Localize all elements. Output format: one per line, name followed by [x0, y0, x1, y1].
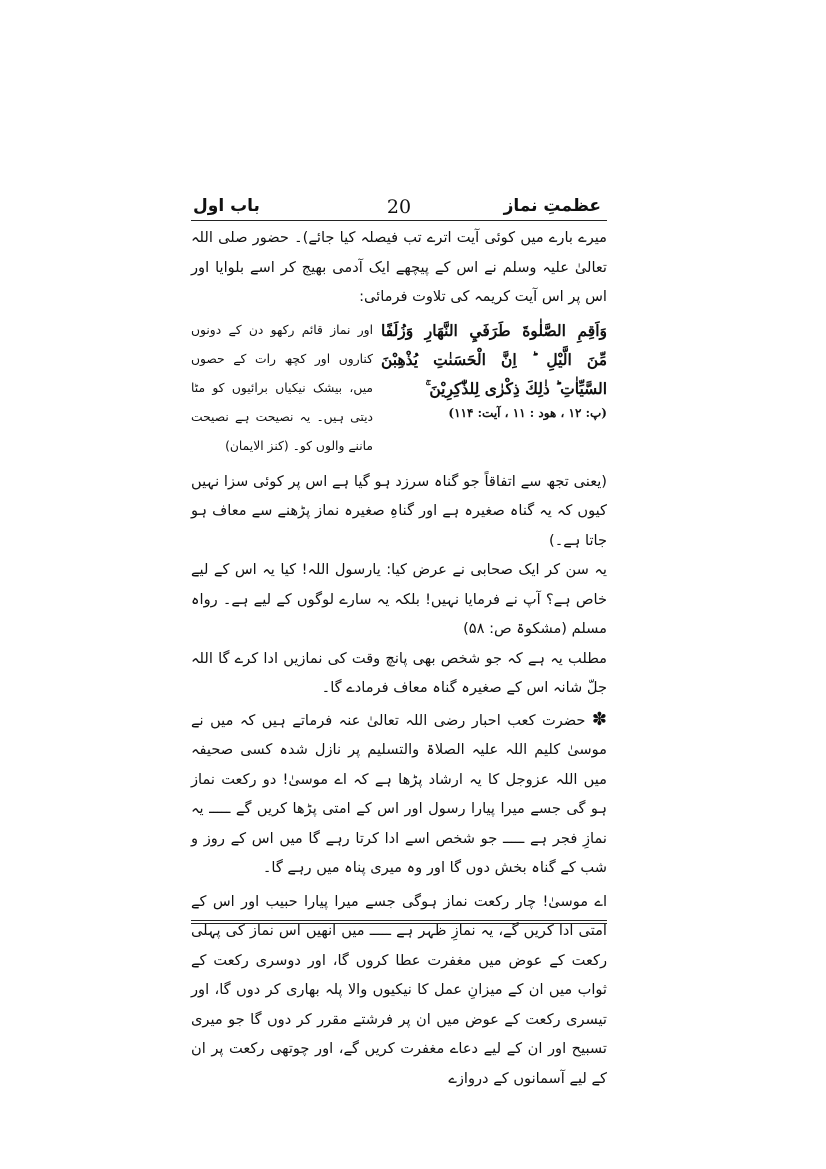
quran-verse-block: [191, 316, 607, 461]
running-header: [191, 196, 607, 220]
closing-paragraph: اے موسیٰ! چار رکعت نماز ہوگی جسے میرا پیارا حبیب اور اس کے امتی ادا کریں گے، یہ نمازِ ظہر ہے ـــــ میں انھیں اس نماز کی پہلی رکعت کے عوض میں مغفرت عطا کروں گا، اور دوسری رکعت کے ثواب میں ان کے میزانِ عمل کا نیکیوں والا پلہ بھاری کر دوں گا، اور تیسری رکعت کے عوض میں ان پر فرشتے مقرر کر دوں گا جو میری تسبیح اور ان کے لیے دعاے مغفرت کریں گے، اور چوتھی رکعت پر ان کے لیے آسمانوں کے دروازے: [191, 892, 607, 1087]
footer-rule: [191, 920, 607, 921]
page-body: [191, 196, 607, 1093]
bullet-text: حضرت کعب احبار رضی اللہ تعالیٰ عنہ فرماتے ہیں کہ میں نے موسیٰ کلیم اللہ علیہ الصلاۃ والتسلیم پر نازل شدہ کسی صحیفہ میں اللہ عزوجل کا یہ ارشاد پڑھا ہے کہ اے موسیٰ! دو رکعت نماز ہو گی جسے میرا پیارا رسول اور اس کے امتی پڑھا کریں گے ـــــ یہ نمازِ فجر ہے ـــــ جو شخص اسے ادا کرتا رہے گا میں اس کے روز و شب کے گناہ بخش دوں گا اور وہ میری پناہ میں رہے گا۔: [191, 711, 607, 876]
footer-rules: [191, 920, 607, 924]
verse-arabic-column: [381, 316, 607, 461]
verse-arabic: وَاَقِمِ الصَّلٰوةَ طَرَفَيِ النَّهَارِ وَزُلَفًا مِّنَ الَّيْلِ ؕ اِنَّ الْحَسَنٰتِ يُذْهِبْنَ السَّيِّاٰتِ ؕ ذٰلِكَ ذِكْرٰى لِلذّٰكِرِيْنَ ۚ: [381, 320, 607, 398]
paragraph: مطلب یہ ہے کہ جو شخص بھی پانچ وقت کی نمازیں ادا کرے گا اللہ جلّ شانہ اس کے صغیرہ گناہ معاف فرمادے گا۔: [191, 649, 607, 696]
footer-rule: [191, 923, 607, 924]
page-number: 20: [386, 196, 412, 218]
paragraph: یہ سن کر ایک صحابی نے عرض کیا: یارسول اللہ! کیا یہ اس کے لیے خاص ہے؟ آپ نے فرمایا نہیں! بلکہ یہ سارے لوگوں کے لیے ہے۔ رواہ مسلم (مشکوۃ ص: ۵۸): [191, 561, 607, 637]
header-rule: [191, 220, 607, 221]
verse-translation: اور نماز قائم رکھو دن کے دونوں کناروں اور کچھ رات کے حصوں میں، بیشک نیکیاں برائیوں کو مٹا دیتی ہیں۔ یہ نصیحت ہے نصیحت ماننے والوں کو۔: [191, 322, 373, 453]
verse-translation-column: [191, 316, 381, 461]
intro-paragraph: میرے بارے میں کوئی آیت اترے تب فیصلہ کیا جائے)۔ حضور صلی اللہ تعالیٰ علیہ وسلم نے اس کے پیچھے ایک آدمی بھیج کر اسے بلوایا اور اس پر اس آیت کریمہ کی تلاوت فرمائی:: [191, 229, 607, 305]
book-title: عظمتِ نماز: [503, 196, 601, 216]
chapter-label: باب اول: [193, 196, 260, 216]
translation-source: (کنز الایمان): [225, 438, 289, 453]
bullet-paragraph: [191, 705, 607, 883]
verse-reference: (پ: ۱۲ ، هود : ۱۱ ، آیت: ۱۱۴): [448, 405, 607, 420]
paragraph: (یعنی تجھ سے اتفاقاً جو گناہ سرزد ہو گیا ہے اس پر کوئی سزا نہیں کیوں کہ یہ گناہ صغیرہ ہے اور گناہِ صغیرہ نماز پڑھنے سے معاف ہو جاتا ہے۔): [191, 472, 607, 549]
bullet-star-icon: ✽: [591, 708, 607, 730]
